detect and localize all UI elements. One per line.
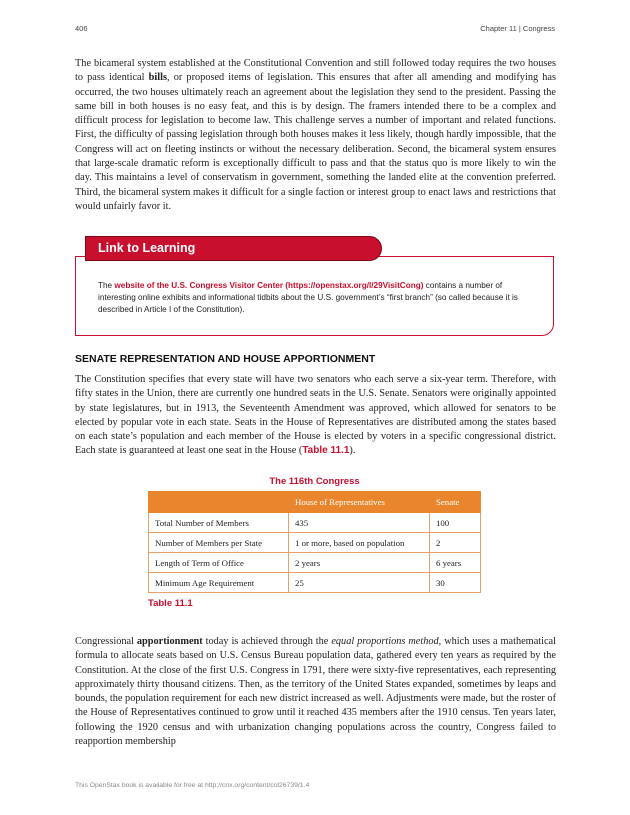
link-to-learning-text <box>98 280 538 317</box>
intro-text-b: , or proposed items of legislation. This ensures that after all amending and modifying has occurred, the two houses ultimately reach an agreement about the legislation they send to the president. Passing the same bill in both houses is no easy feat, and this is by design. The framers intended there to be a complex and difficult process for legislation to become law. This challenge serves a number of important and related functions. First, the difficulty of passing legislation through both houses makes it less likely, though hardly impossible, that the Congress will act on fleeting instincts or without the necessary deliberation. Second, the bicameral system ensures that large-scale dramatic reform is exceptionally difficult to pass and that the status quo is more likely to win the day. This maintains a level of conservatism in government, something the landed elite at the convention preferred. Third, the bicameral system makes it difficult for a single faction or interest group to enact laws and restrictions that would unfairly favor it. <box>75 72 556 212</box>
table-header-row <box>149 492 481 513</box>
table-header-cell: Senate <box>430 492 481 513</box>
table-cell: Total Number of Members <box>149 513 289 533</box>
link-to-learning-title: Link to Learning <box>85 236 382 261</box>
table-cell: 2 years <box>289 553 430 573</box>
table-cell: 2 <box>430 533 481 553</box>
table-cell: Length of Term of Office <box>149 553 289 573</box>
footer-text: This OpenStax book is available for free at http://cnx.org/content/col26739/1.4 <box>75 782 310 789</box>
table-cell: 1 or more, based on population <box>289 533 430 553</box>
apportionment-text-c: , which uses a mathematical formula to allocate seats based on U.S. Census Bureau population data, gathered every ten years as required by the Constitution. At the close of the first U.S. Congress in 1791, there were sixty-five representatives, each representing approximately thirty thousand citizens. Then, as the territory of the United States expanded, sometimes by leaps and bounds, the population requirement for each new district increased as well. Adjustments were made, but the roster of the House of Representatives continued to grow until it reached 435 members after the 1910 census. Ten years later, following the 1920 census and with urbanization changing populations across the country, Congress failed to reapportion membership <box>75 636 556 748</box>
senate-text-end: ). <box>349 445 356 457</box>
table-caption: Table 11.1 <box>148 598 193 609</box>
table-header-cell <box>149 492 289 513</box>
bills-term: bills <box>148 72 167 84</box>
intro-paragraph <box>75 57 556 214</box>
table-cell: Minimum Age Requirement <box>149 573 289 593</box>
section-heading: SENATE REPRESENTATION AND HOUSE APPORTIONMENT <box>75 353 376 365</box>
congress-table <box>148 491 481 593</box>
table-cell: 6 years <box>430 553 481 573</box>
visitor-center-link[interactable]: website of the U.S. Congress Visitor Center (https://openstax.org/l/29VisitCong) <box>114 281 424 290</box>
apportionment-term: apportionment <box>136 636 203 647</box>
table-title: The 116th Congress <box>269 476 360 487</box>
equal-proportions-term: equal proportions method <box>331 636 439 647</box>
table-reference-link[interactable]: Table 11.1 <box>302 445 350 457</box>
table-row <box>149 513 481 533</box>
apportionment-text-b: today is achieved through the <box>202 636 332 647</box>
link-text-post: contains a number of interesting online exhibits and informational tidbits about the U.S. government’s “first branch” (so called because it is described in Article I of the Constitution). <box>98 281 518 315</box>
table-row <box>149 533 481 553</box>
table-cell: 100 <box>430 513 481 533</box>
table-cell: 435 <box>289 513 430 533</box>
table-cell: 25 <box>289 573 430 593</box>
table-row <box>149 553 481 573</box>
table-header-cell: House of Representatives <box>289 492 430 513</box>
apportionment-paragraph <box>75 635 556 749</box>
chapter-header: Chapter 11 | Congress <box>480 24 555 33</box>
intro-text-a: The bicameral system established at the Constitutional Convention and still followed today requires the two houses to pass identical <box>75 58 556 84</box>
apportionment-text-a: Congressional <box>75 636 137 647</box>
table-cell: 30 <box>430 573 481 593</box>
link-text-pre: The <box>98 281 115 290</box>
page-number: 406 <box>75 24 88 33</box>
senate-paragraph <box>75 373 556 459</box>
senate-text: The Constitution specifies that every state will have two senators who each serve a six-year term. Therefore, with fifty states in the Union, there are currently one hundred seats in the U.S. Senate. Senators were originally appointed by state legislatures, but in 1913, the Seventeenth Amendment was approved, which allowed for senators to be elected by popular vote in each state. Seats in the House of Representatives are distributed among the states based on each state’s population and each member of the House is elected by voters in a specific congressional district. Each state is guaranteed at least one seat in the House ( <box>75 374 556 457</box>
table-cell: Number of Members per State <box>149 533 289 553</box>
table-row <box>149 573 481 593</box>
